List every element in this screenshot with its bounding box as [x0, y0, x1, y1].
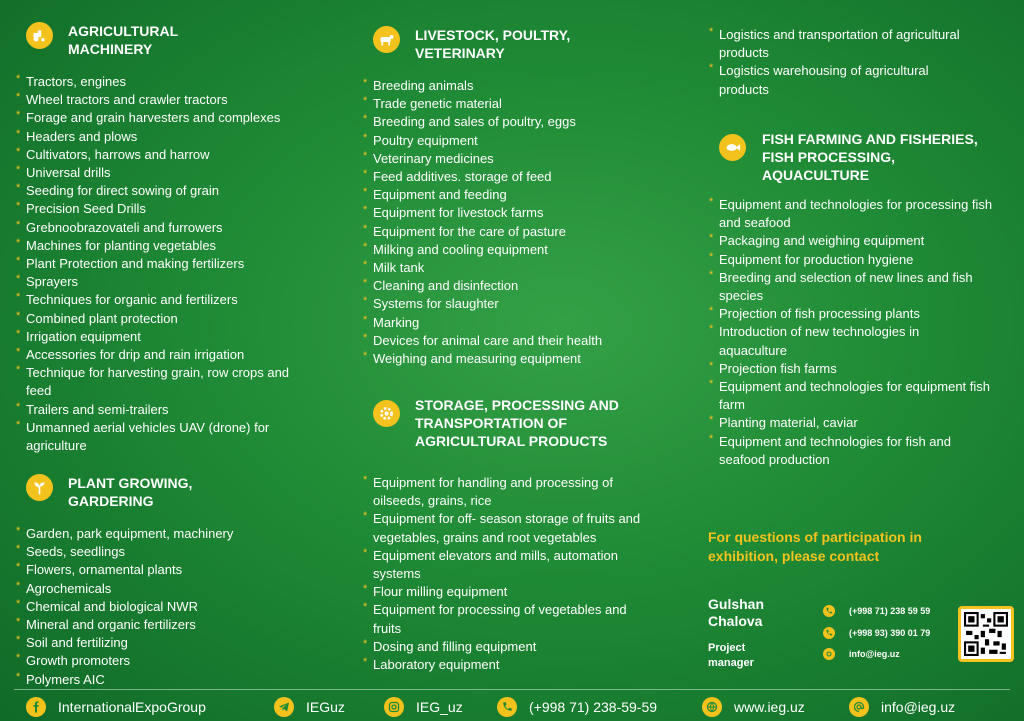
title-line: MACHINERY — [68, 41, 153, 57]
list-item: * Cultivators, harrows and harrow — [16, 146, 316, 164]
list-item: * Introduction of new technologies in aquaculture — [709, 323, 954, 359]
list-item: * Equipment and technologies for processing fish and seafood — [709, 196, 1009, 232]
list-item: * Polymers AIC — [16, 671, 336, 689]
list-item: * Technique for harvesting grain, row crops and feed — [16, 364, 306, 400]
list-item: * Plant Protection and making fertilizers — [16, 255, 316, 273]
gear-icon — [373, 400, 400, 427]
list-item: * Laboratory equipment — [363, 656, 655, 674]
list-item: * Projection of fish processing plants — [709, 305, 1009, 323]
list-item: * Equipment for the care of pasture — [363, 223, 683, 241]
list-item: * Soil and fertilizing — [16, 634, 336, 652]
tractor-icon — [26, 22, 53, 49]
list-item: * Precision Seed Drills — [16, 200, 316, 218]
list-item: * Equipment for production hygiene — [709, 251, 1009, 269]
contact-email[interactable] — [823, 648, 900, 660]
item-list — [709, 196, 1009, 469]
title-line: AQUACULTURE — [762, 167, 870, 183]
list-item: * Veterinary medicines — [363, 150, 683, 168]
phone-icon — [823, 605, 835, 617]
cow-icon — [373, 26, 400, 53]
list-item: * Trade genetic material — [363, 95, 683, 113]
list-item: * Combined plant protection — [16, 310, 316, 328]
list-item: * Irrigation equipment — [16, 328, 316, 346]
list-item: * Tractors, engines — [16, 73, 316, 91]
title-line: PLANT GROWING, — [68, 475, 193, 491]
footer-email[interactable] — [849, 695, 955, 719]
item-list — [16, 73, 316, 455]
item-list — [363, 77, 683, 368]
list-item: * Equipment elevators and mills, automation systems — [363, 547, 655, 583]
email-icon — [849, 697, 869, 717]
list-item: * Equipment for processing of vegetables and fruits — [363, 601, 655, 637]
title-line: AGRICULTURAL PRODUCTS — [415, 433, 608, 449]
list-item: * Headers and plows — [16, 128, 316, 146]
section-header — [16, 22, 336, 58]
footer-divider — [14, 689, 1010, 690]
title-line: VETERINARY — [415, 45, 505, 61]
email-icon — [823, 648, 835, 660]
phone-icon — [823, 627, 835, 639]
list-item: * Universal drills — [16, 164, 316, 182]
list-item: * Wheel tractors and crawler tractors — [16, 91, 316, 109]
qr-code — [958, 606, 1014, 662]
qr-code-icon — [964, 612, 1008, 656]
list-item: * Poultry equipment — [363, 132, 683, 150]
list-item: * Planting material, caviar — [709, 414, 1009, 432]
list-item: * Mineral and organic fertilizers — [16, 616, 336, 634]
list-item: * Forage and grain harvesters and complexes — [16, 109, 316, 127]
list-item: * Feed additives. storage of feed — [363, 168, 683, 186]
title-line: FISH FARMING AND FISHERIES, — [762, 131, 978, 147]
title-line: GARDERING — [68, 493, 154, 509]
section-title — [762, 130, 978, 184]
section-agricultural-machinery — [16, 22, 336, 455]
list-item: * Packaging and weighing equipment — [709, 232, 1009, 250]
list-item: * Equipment and feeding — [363, 186, 683, 204]
section-header — [363, 396, 683, 450]
list-item: * Projection fish farms — [709, 360, 1009, 378]
list-item: * Trailers and semi-trailers — [16, 401, 316, 419]
title-line: FISH PROCESSING, — [762, 149, 896, 165]
list-item: * Equipment and technologies for fish and seafood production — [709, 433, 984, 469]
contact-phone-1[interactable] — [823, 605, 930, 617]
list-item: * Breeding and selection of new lines and fish species — [709, 269, 1009, 305]
list-item: * Unmanned aerial vehicles UAV (drone) for agriculture — [16, 419, 306, 455]
list-item: * Agrochemicals — [16, 580, 336, 598]
instagram-icon — [384, 697, 404, 717]
list-item: * Growth promoters — [16, 652, 336, 670]
item-list — [709, 26, 1009, 99]
phone-icon — [497, 697, 517, 717]
contact-phone-2-text: (+998 93) 390 01 79 — [849, 628, 931, 638]
section-header — [709, 130, 1014, 184]
contact-phone-1-text: (+998 71) 238 59 59 — [849, 606, 931, 616]
footer-facebook-text: InternationalExpoGroup — [58, 699, 206, 715]
list-item: * Logistics warehousing of agricultural products — [709, 62, 969, 98]
list-item: * Machines for planting vegetables — [16, 237, 316, 255]
contact-name: Gulshan Chalova — [708, 596, 765, 629]
section-title — [415, 26, 570, 62]
footer-telegram-text: IEGuz — [306, 699, 345, 715]
section-storage-processing — [363, 396, 683, 674]
item-list — [363, 474, 655, 674]
footer-email-text: info@ieg.uz — [881, 699, 956, 715]
title-line: STORAGE, PROCESSING AND — [415, 397, 619, 413]
facebook-icon — [26, 697, 46, 717]
list-item: * Milk tank — [363, 259, 683, 277]
list-item: * Accessories for drip and rain irrigation — [16, 346, 316, 364]
contact-email-text: info@ieg.uz — [849, 649, 900, 659]
telegram-icon — [274, 697, 294, 717]
footer-instagram[interactable] — [384, 695, 463, 719]
list-item: * Flour milling equipment — [363, 583, 655, 601]
list-item: * Devices for animal care and their health — [363, 332, 683, 350]
item-list — [16, 525, 336, 689]
list-item: * Sprayers — [16, 273, 316, 291]
list-item: * Seeding for direct sowing of grain — [16, 182, 316, 200]
title-line: LIVESTOCK, POULTRY, — [415, 27, 571, 43]
contact-phone-2[interactable] — [823, 627, 930, 639]
list-item: * Breeding and sales of poultry, eggs — [363, 113, 683, 131]
list-item: * Equipment for off- season storage of fruits and vegetables, grains and root vegetables — [363, 510, 655, 546]
list-item: * Equipment and technologies for equipment fish farm — [709, 378, 999, 414]
section-livestock — [363, 26, 683, 368]
list-item: * Flowers, ornamental plants — [16, 561, 336, 579]
fish-icon — [719, 134, 746, 161]
list-item: * Logistics and transportation of agricultural products — [709, 26, 1009, 62]
sprout-icon — [26, 474, 53, 501]
list-item: * Techniques for organic and fertilizers — [16, 291, 316, 309]
footer-website-text: www.ieg.uz — [734, 699, 805, 715]
section-plant-growing — [16, 474, 336, 689]
footer-facebook[interactable] — [26, 695, 206, 719]
list-item: * Marking — [363, 314, 683, 332]
list-item: * Equipment for handling and processing of oilseeds, grains, rice — [363, 474, 655, 510]
section-title — [68, 22, 178, 58]
footer — [0, 695, 1024, 721]
contact-role: Project manager — [708, 642, 754, 669]
footer-phone-text: (+998 71) 238-59-59 — [529, 699, 658, 715]
footer-telegram[interactable] — [274, 695, 345, 719]
list-item: * Dosing and filling equipment — [363, 638, 655, 656]
list-item: * Milking and cooling equipment — [363, 241, 683, 259]
list-item: * Chemical and biological NWR — [16, 598, 336, 616]
footer-phone[interactable] — [497, 695, 657, 719]
list-item: * Grebnoobrazovateli and furrowers — [16, 219, 316, 237]
section-logistics — [709, 26, 1009, 99]
list-item: * Breeding animals — [363, 77, 683, 95]
globe-icon — [702, 697, 722, 717]
list-item: * Garden, park equipment, machinery — [16, 525, 336, 543]
footer-website[interactable] — [702, 695, 805, 719]
section-title — [415, 396, 619, 450]
section-fish-farming — [709, 130, 1014, 469]
contact-title: For questions of participation in exhibition, please contact — [708, 529, 922, 564]
section-title — [68, 474, 192, 510]
section-header — [16, 474, 336, 510]
title-line: TRANSPORTATION OF — [415, 415, 567, 431]
section-header — [363, 26, 683, 62]
list-item: * Weighing and measuring equipment — [363, 350, 683, 368]
footer-instagram-text: IEG_uz — [416, 699, 463, 715]
list-item: * Systems for slaughter — [363, 295, 683, 313]
list-item: * Seeds, seedlings — [16, 543, 336, 561]
title-line: AGRICULTURAL — [68, 23, 179, 39]
list-item: * Equipment for livestock farms — [363, 204, 683, 222]
list-item: * Cleaning and disinfection — [363, 277, 683, 295]
